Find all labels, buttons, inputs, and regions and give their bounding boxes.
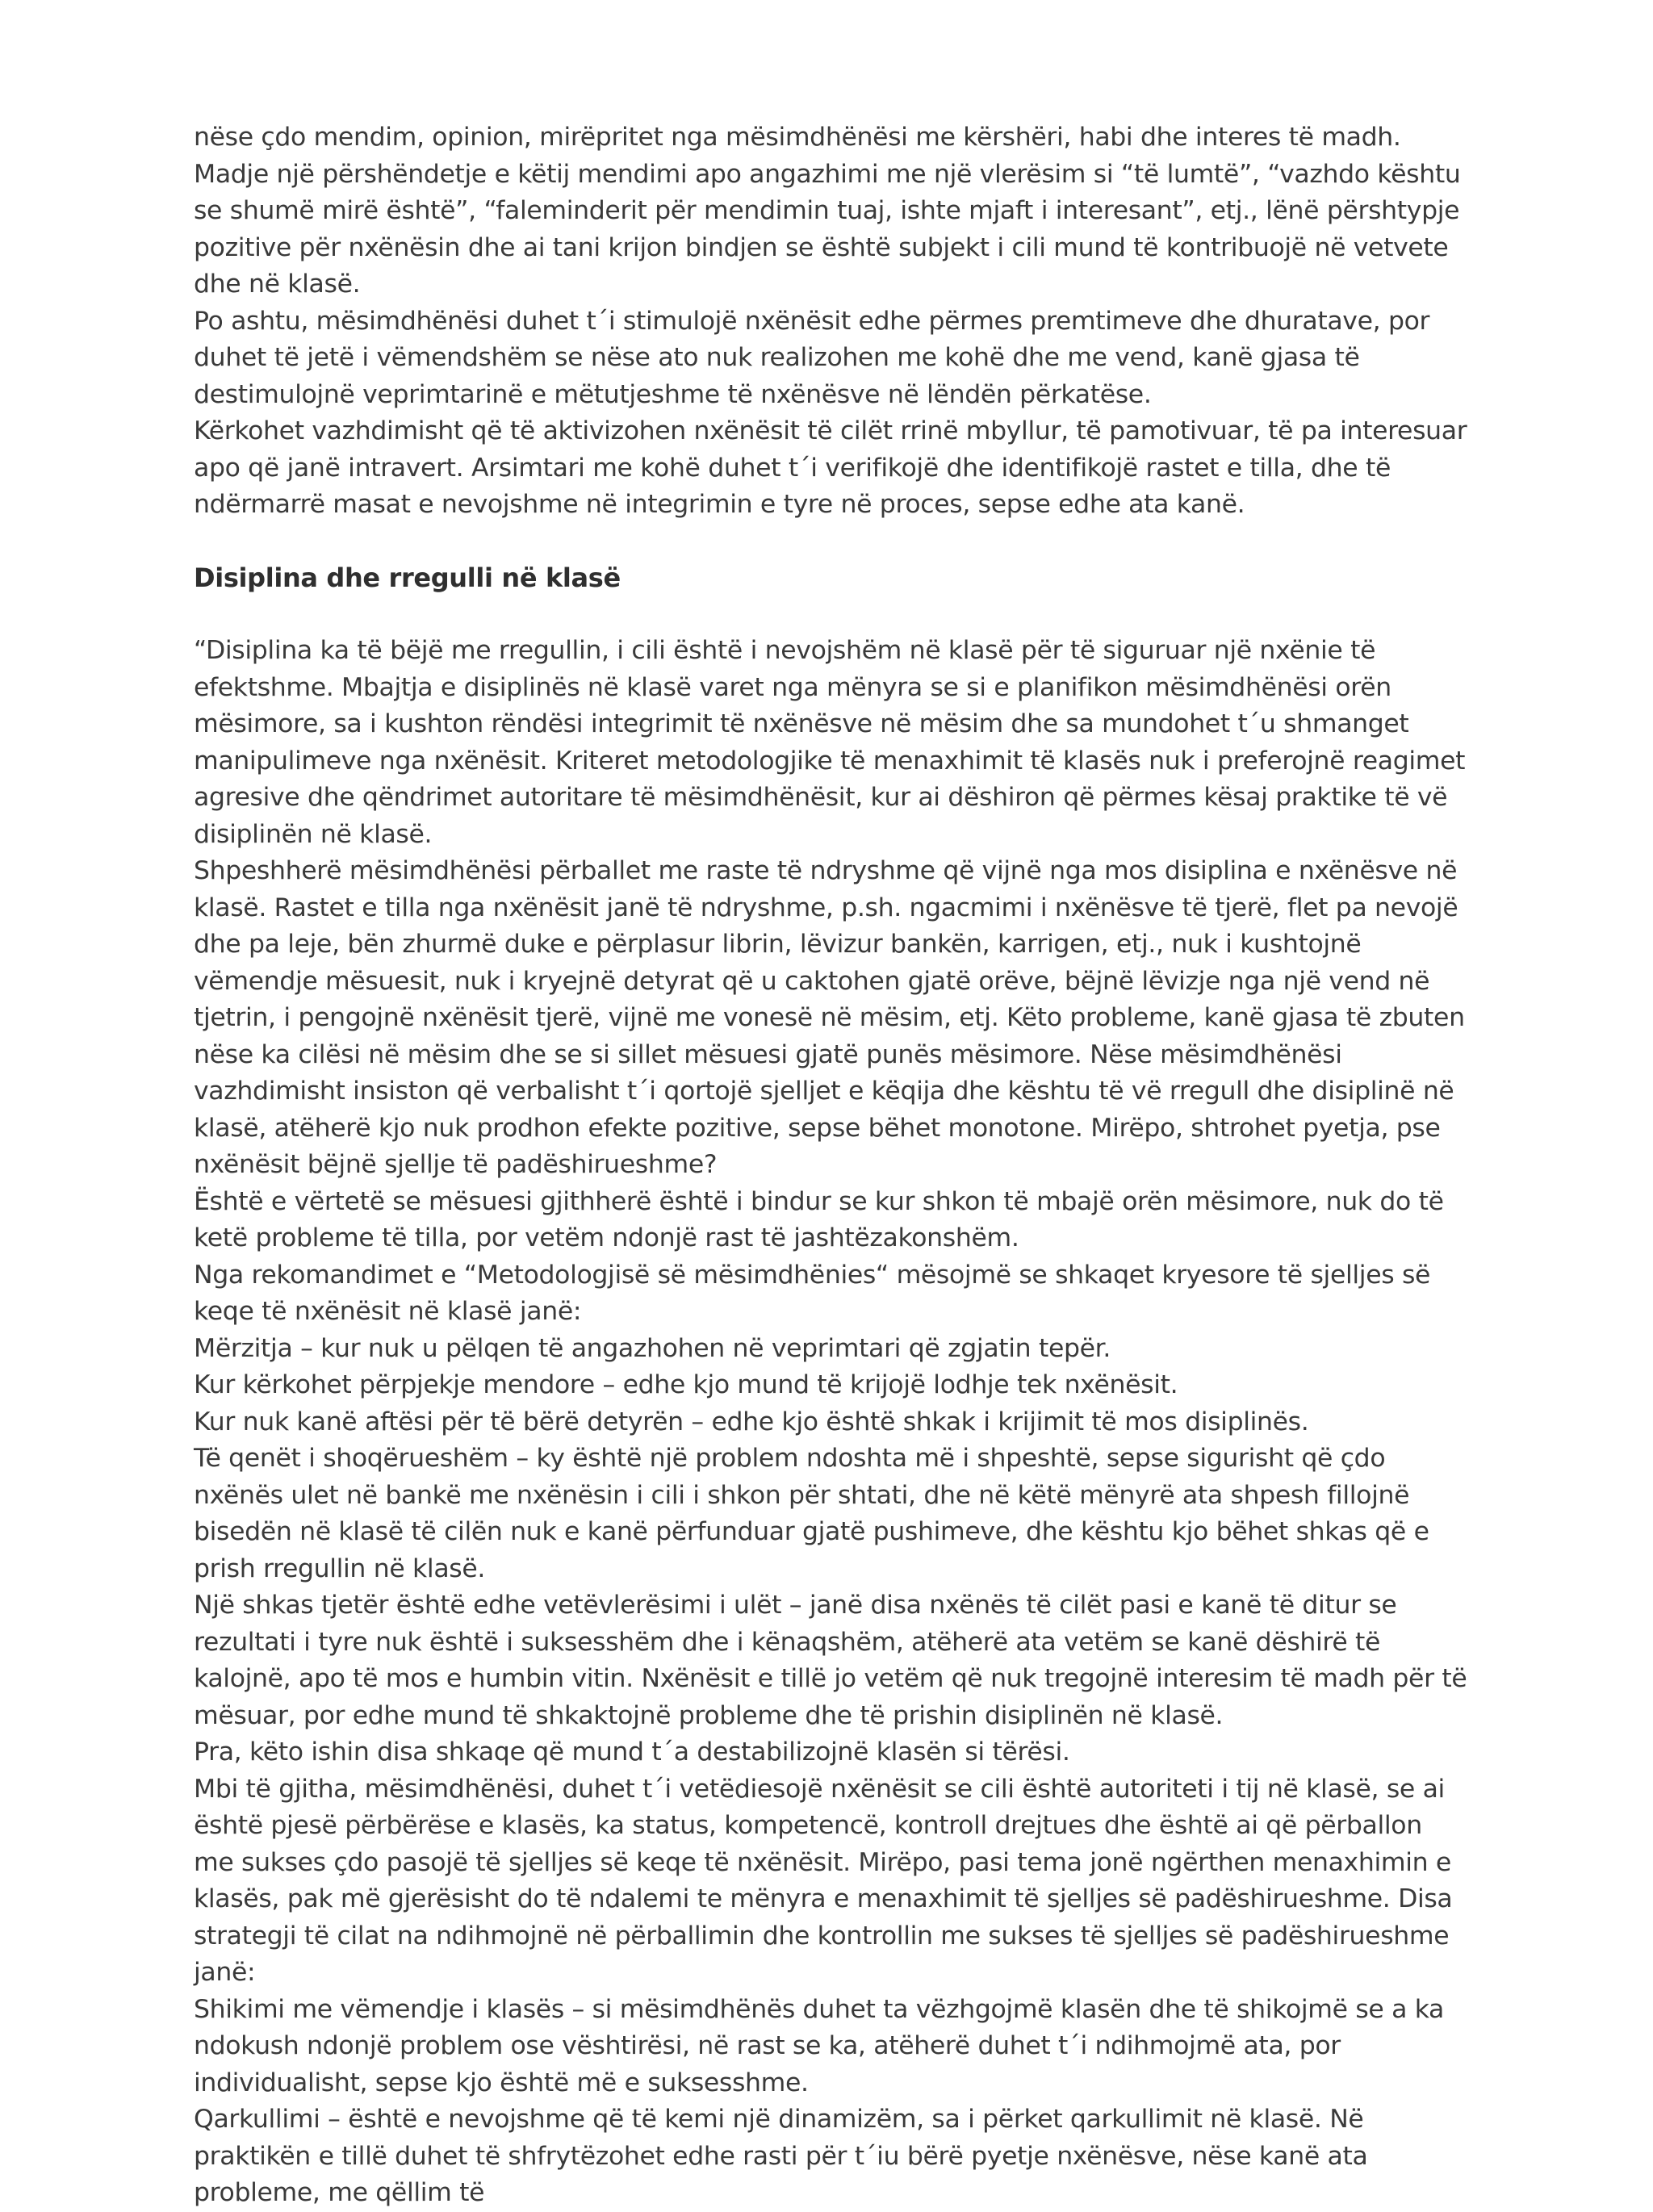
list-item: Të qenët i shoqërueshëm – ky është një problem ndoshta më i shpeshtë, sepse sigurisht që çdo nxënës ulet në bankë me nxënësin i cili i shkon për shtati, dhe në këtë mënyrë ata shpesh fillojnë bisedën në klasë të cilën nuk e kanë përfunduar gjatë pushimeve, dhe kështu kjo bëhet shkas që e prish rregullin në klasë. [194,1444,1429,1583]
paragraph: Është e vërtetë se mësuesi gjithherë është i bindur se kur shkon të mbajë orën mësimore, nuk do të ketë probleme të tilla, por vetëm ndonjë rast të jashtëzakonshëm. [194,1186,1444,1252]
list-item: Shikimi me vëmendje i klasës – si mësimdhënës duhet ta vëzhgojmë klasën dhe të shikojmë se a ka ndokush ndonjë problem ose vështirësi, në rast se ka, atëherë duhet t´i ndihmojmë ata, por individualisht, sepse kjo është më e suksesshme. [194,1994,1444,2097]
paragraph: Pra, këto ishin disa shkaqe që mund t´a destabilizojnë klasën si tërësi. [194,1737,1070,1767]
list-item: Kur kërkohet përpjekje mendore – edhe kjo mund të krijojë lodhje tek nxënësit. [194,1370,1178,1399]
paragraph: Po ashtu, mësimdhënësi duhet t´i stimulojë nxënësit edhe përmes premtimeve dhe dhuratave, por duhet të jetë i vëmendshëm se nëse ato nuk realizohen me kohë dhe me vend, kanë gjasa të destimulojnë veprimtarinë e mëtutjeshme të nxënësve në lëndën përkatëse. [194,306,1430,409]
paragraph: Mbi të gjitha, mësimdhënësi, duhet t´i vetëdiesojë nxënësit se cili është autoriteti i tij në klasë, se ai është pjesë përbërëse e klasës, ka status, kompetencë, kontroll drejtues dhe është ai që përballon me sukses çdo pasojë të sjelljes së keqe të nxënësit. Mirëpo, pasi tema jonë ngërthen menaxhimin e klasës, pak më gjerësisht do të ndalemi te mënyra e menaxhimit të sjelljes së padëshirueshme. Disa strategji të cilat na ndihmojnë në përballimin dhe kontrollin me sukses të sjelljes së padëshirueshme janë: [194,1774,1453,1987]
document-body [194,119,1469,2212]
paragraph: Shpeshherë mësimdhënësi përballet me raste të ndryshme që vijnë nga mos disiplina e nxënësve në klasë. Rastet e tilla nga nxënësit janë të ndryshme, p.sh. ngacmimi i nxënësve të tjerë, flet pa nevojë dhe pa leje, bën zhurmë duke e përplasur librin, lëvizur bankën, karrigen, etj., nuk i kushtojnë vëmendje mësuesit, nuk i kryejnë detyrat që u caktohen gjatë orëve, bëjnë lëvizje nga një vend në tjetrin, i pengojnë nxënësit tjerë, vijnë me vonesë në mësim, etj. Këto probleme, kanë gjasa të zbuten nëse ka cilësi në mësim dhe se si sillet mësuesi gjatë punës mësimore. Nëse mësimdhënësi vazhdimisht insiston që verbalisht t´i qortojë sjelljet e këqija dhe kështu të vë rregull dhe disiplinë në klasë, atëherë kjo nuk prodhon efekte pozitive, sepse bëhet monotone. Mirëpo, shtrohet pyetja, pse nxënësit bëjnë sjellje të padëshirueshme? [194,856,1465,1179]
paragraph: Kërkohet vazhdimisht që të aktivizohen nxënësit të cilët rrinë mbyllur, të pamotivuar, të pa interesuar apo që janë intravert. Arsimtari me kohë duhet t´i verifikojë dhe identifikojë rastet e tilla, dhe të ndërmarrë masat e nevojshme në integrimin e tyre në proces, sepse edhe ata kanë. [194,416,1467,519]
list-item: Qarkullimi – është e nevojshme që të kemi një dinamizëm, sa i përket qarkullimit në klasë. Në praktikën e tillë duhet të shfrytëzohet edhe rasti për t´iu bërë pyetje nxënësve, nëse kanë ata probleme, me qëllim të [194,2105,1368,2207]
paragraph: Nga rekomandimet e “Metodologjisë së mësimdhënies“ mësojmë se shkaqet kryesore të sjelljes së keqe të nxënësit në klasë janë: [194,1260,1431,1326]
paragraph: “Disiplina ka të bëjë me rregullin, i cili është i nevojshëm në klasë për të siguruar një nxënie të efektshme. Mbajtja e disiplinës në klasë varet nga mënyra se si e planifikon mësimdhënësi orën mësimore, sa i kushton rëndësi integrimit të nxënësve në mësim dhe sa mundohet t´u shmanget manipulimeve nga nxënësit. Kriteret metodologjike të menaxhimit të klasës nuk i preferojnë reagimet agresive dhe qëndrimet autoritare të mësimdhënësit, kur ai dëshiron që përmes kësaj praktike të vë disiplinën në klasë. [194,636,1466,849]
list-item: Një shkas tjetër është edhe vetëvlerësimi i ulët – janë disa nxënës të cilët pasi e kanë të ditur se rezultati i tyre nuk është i suksesshëm dhe i kënaqshëm, atëherë ata vetëm se kanë dëshirë të kalojnë, apo të mos e humbin vitin. Nxënësit e tillë jo vetëm që nuk tregojnë interesim të madh për të mësuar, por edhe mund të shkaktojnë probleme dhe të prishin disiplinën në klasë. [194,1591,1467,1730]
section-heading: Disiplina dhe rregulli në klasë [194,562,621,593]
list-item: Mërzitja – kur nuk u pëlqen të angazhohen në veprimtari që zgjatin tepër. [194,1333,1111,1363]
paragraph: nëse çdo mendim, opinion, mirëpritet nga mësimdhënësi me kërshëri, habi dhe interes të madh. Madje një përshëndetje e këtij mendimi apo angazhimi me një vlerësim si “të lumtë”, “vazhdo kështu se shumë mirë është”, “faleminderit për mendimin tuaj, ishte mjaft i interesant”, etj., lënë përshtypje pozitive për nxënësin dhe ai tani krijon bindjen se është subjekt i cili mund të kontribuojë në vetvete dhe në klasë. [194,123,1461,299]
list-item: Kur nuk kanë aftësi për të bërë detyrën – edhe kjo është shkak i krijimit të mos disiplinës. [194,1407,1309,1436]
